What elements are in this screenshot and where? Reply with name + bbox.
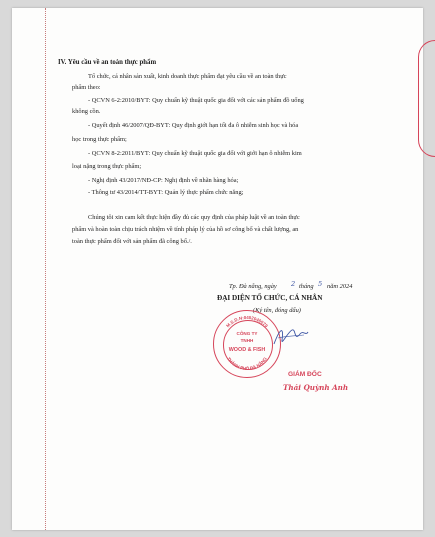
director-title: GIÁM ĐỐC [288,371,322,378]
signatory-subtitle: (Ký tên, đóng dấu) [253,307,301,314]
signatory-title: ĐẠI DIỆN TỔ CHỨC, CÁ NHÂN [217,294,323,302]
director-name: Thái Quỳnh Anh [283,383,349,392]
seal-line-1: CÔNG TY [236,331,258,336]
seal-ring-top-text: M.S.D.N:0402040079 [225,314,269,329]
requirement-item: - Nghị định 43/2017/NĐ-CP: Nghị định về nhãn hàng hóa; [88,177,239,184]
commitment-line-3: toàn thực phẩm đối với sản phẩm đã công bố./. [72,238,192,245]
seal-line-2: TNHH [240,338,254,343]
commitment-line-2: phẩm và hoàn toàn chịu trách nhiệm về tính pháp lý của hồ sơ công bố và chất lượng, an [72,226,299,233]
requirement-item-cont: học trong thực phẩm; [72,136,127,143]
requirement-item: - Quyết định 46/2007/QĐ-BYT: Quy định giới hạn tối đa ô nhiễm sinh học và hóa [88,122,299,129]
intro-line-2: phẩm theo: [72,84,101,91]
date-month-label: tháng [299,283,314,290]
date-day: 2 [291,280,296,288]
page-edge-stamp [418,40,435,157]
handwritten-signature [270,322,310,350]
date-month: 5 [318,280,323,288]
section-heading: IV. Yêu cầu về an toàn thực phẩm [58,59,157,66]
requirement-item-cont: không cồn. [72,108,101,115]
requirement-item: - QCVN 8-2:2011/BYT: Quy chuẩn kỹ thuật quốc gia đối với giới hạn ô nhiễm kim [88,150,302,157]
seal-inner-ring [223,320,273,370]
date-year: năm 2024 [327,283,353,290]
requirement-item: - Thông tư 43/2014/TT-BYT: Quản lý thực phẩm chức năng; [88,189,244,196]
seal-ring-bottom-text: THÀNH PHỐ ĐÀ NẴNG [226,356,268,372]
seal-line-3: WOOD & FISH [228,347,266,353]
requirement-item: - QCVN 6-2:2010/BYT: Quy chuẩn kỹ thuật quốc gia đối với các sản phẩm đồ uống [88,97,304,104]
requirement-item-cont: loại nặng trong thực phẩm; [72,163,142,170]
date-prefix: Tp. Đà nẵng, ngày [229,283,277,290]
intro-line-1: Tổ chức, cá nhân sản xuất, kinh doanh thực phẩm đạt yêu cầu về an toàn thực [88,73,287,80]
margin-line [45,8,46,530]
commitment-line-1: Chúng tôi xin cam kết thực hiện đầy đủ các quy định của pháp luật về an toàn thực [88,214,300,221]
